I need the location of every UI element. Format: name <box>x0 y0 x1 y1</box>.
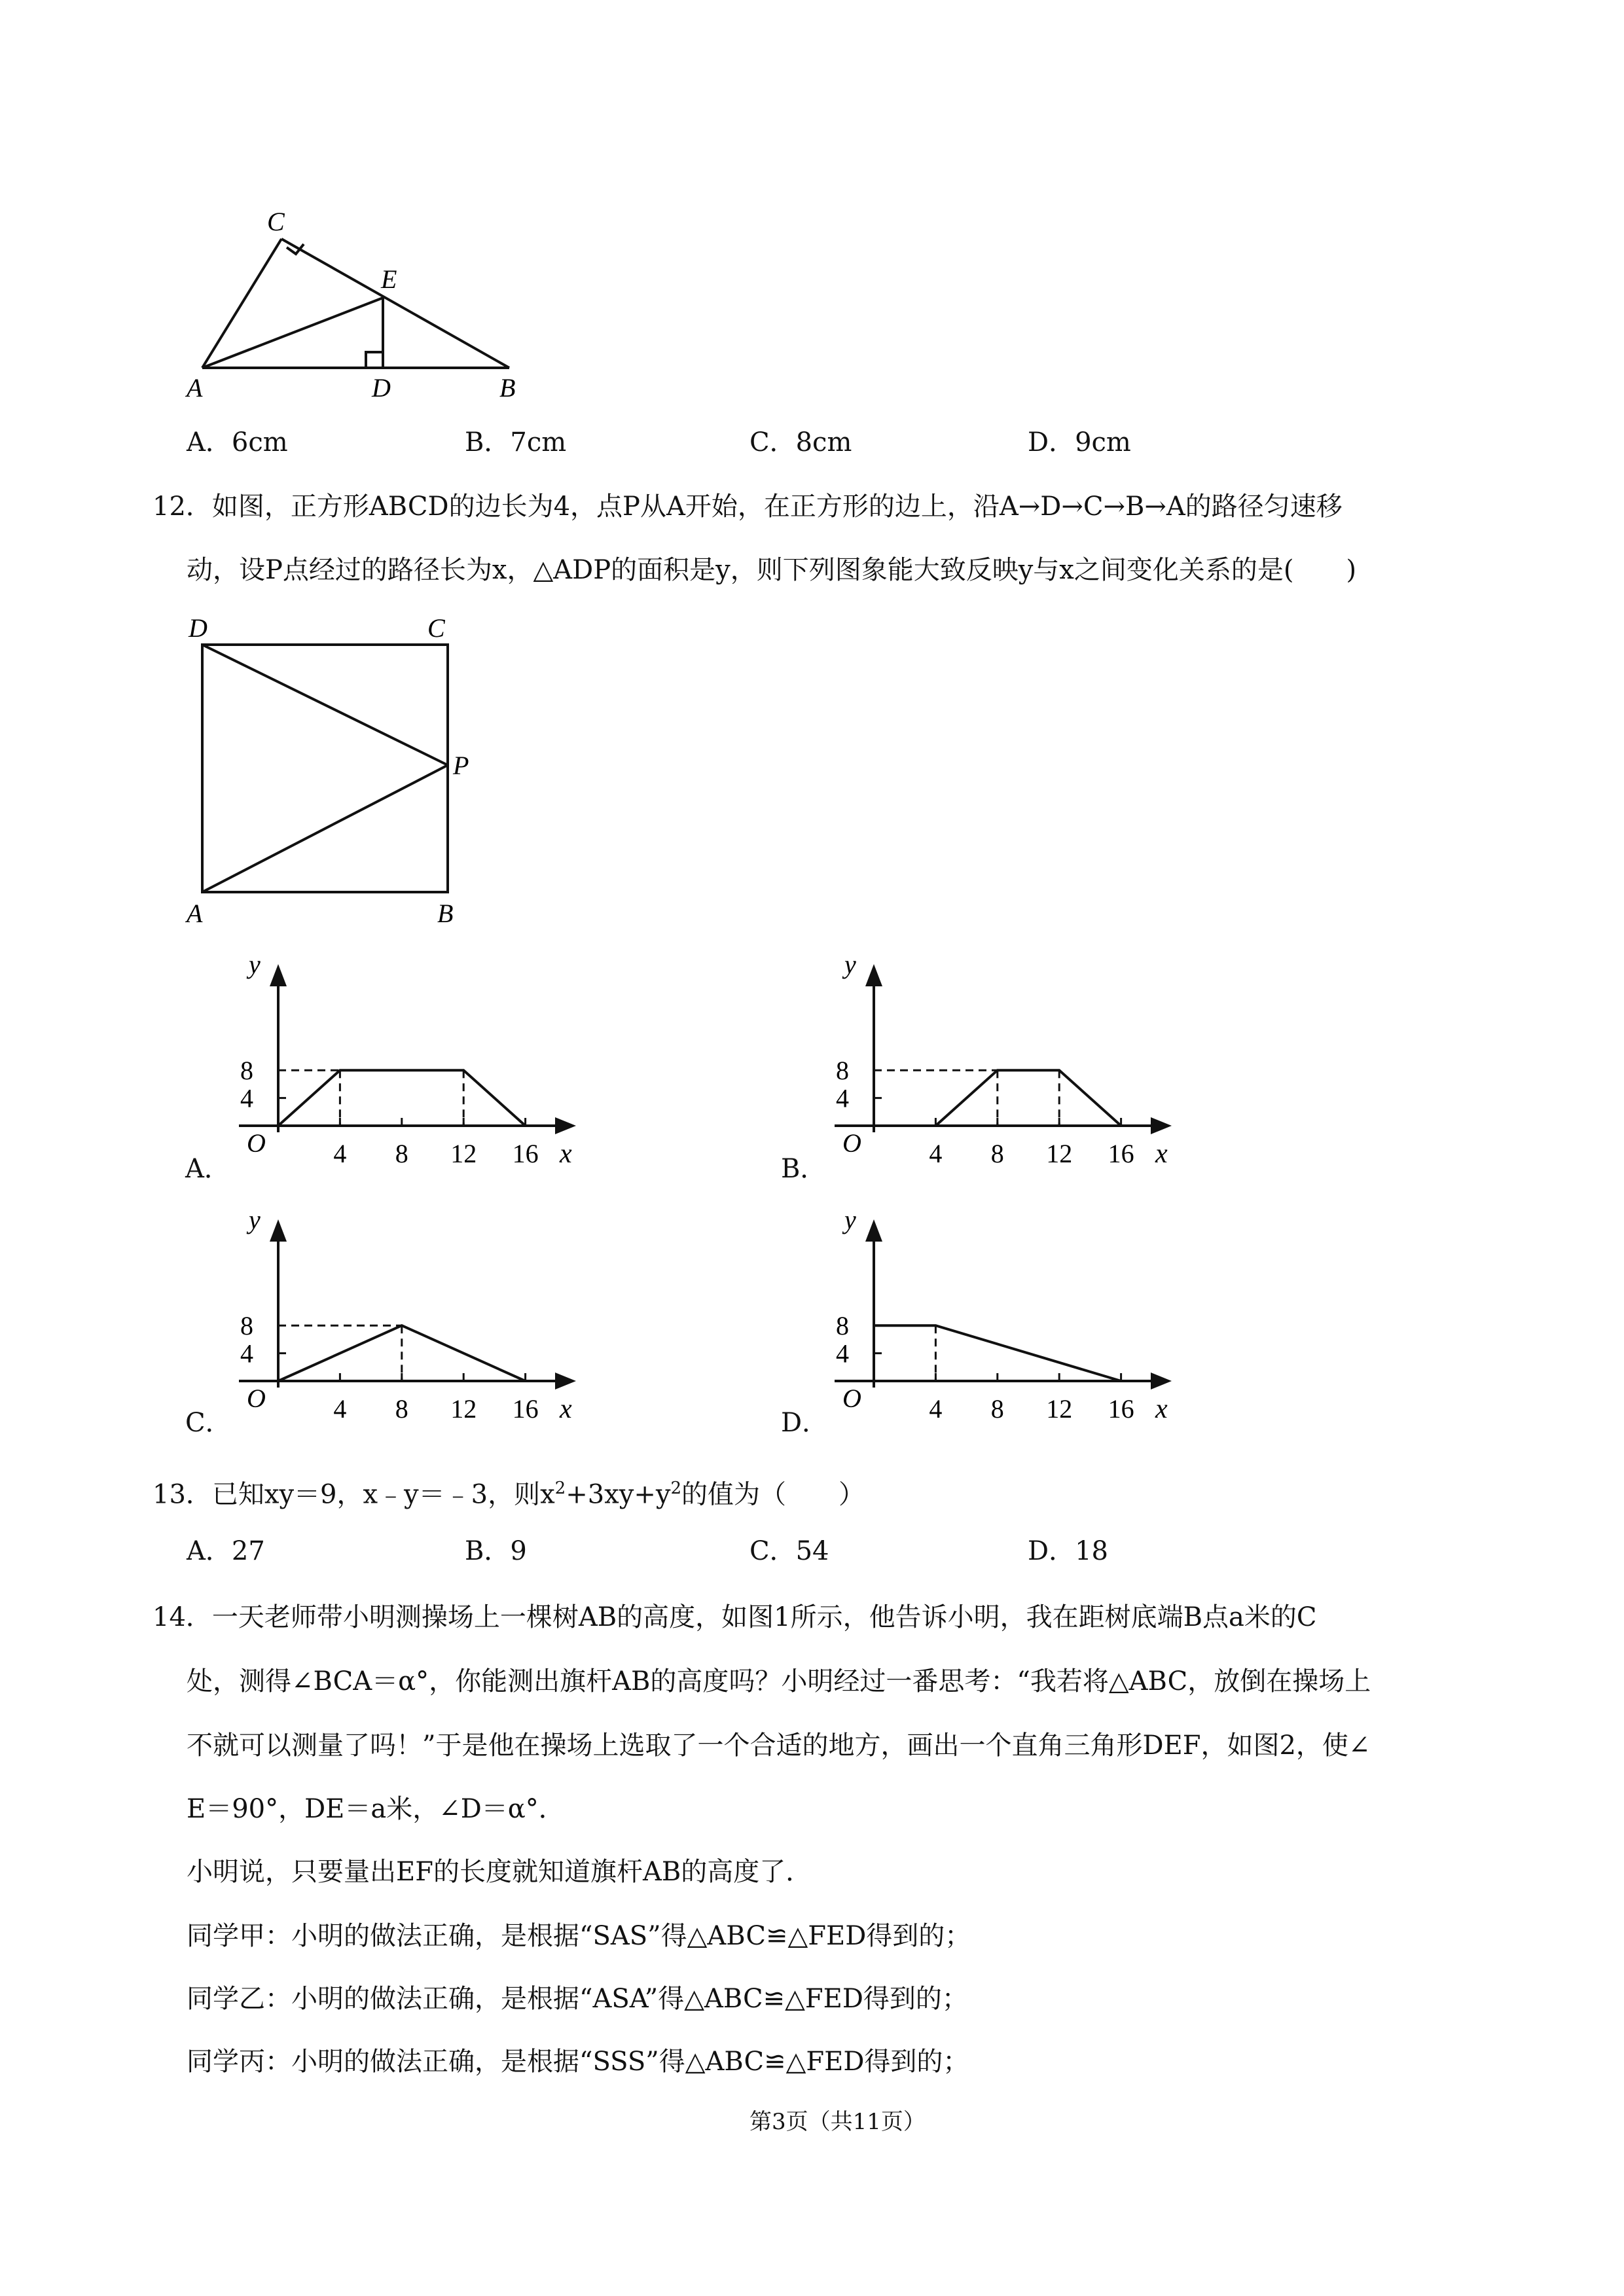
q12-option-b-letter: B． <box>781 1154 827 1184</box>
q14-line6: 同学甲：小明的做法正确，是根据“SAS”得△ABC≌△FED得到的； <box>187 1921 971 1951</box>
x-tick-label-8: 8 <box>990 1139 1004 1168</box>
q14-line3: 不就可以测量了吗！”于是他在操场上选取了一个合适的地方，画出一个直角三角形DEF，如图2，使∠ <box>187 1731 1371 1761</box>
x-tick-label-8: 8 <box>395 1394 408 1424</box>
q12-option-d-letter: D． <box>781 1408 829 1438</box>
q12-option-c-letter: C． <box>185 1408 232 1438</box>
y-axis-label: y <box>844 952 856 979</box>
q13-option-c: C．54 <box>749 1536 829 1566</box>
y-axis-arrow <box>270 964 287 986</box>
q14-line8: 同学丙：小明的做法正确，是根据“SSS”得△ABC≌△FED得到的； <box>187 2047 969 2077</box>
y-axis-label: y <box>844 1208 856 1234</box>
q12-square-figure <box>183 612 497 939</box>
x-tick-label-4: 4 <box>929 1139 943 1168</box>
q12-label-b: B <box>437 899 454 928</box>
q14-line5: 小明说，只要量出EF的长度就知道旗杆AB的高度了． <box>187 1857 812 1887</box>
y-tick-label-8: 8 <box>240 1311 253 1341</box>
q13-sup-1: 2 <box>554 1479 566 1498</box>
x-tick-label-16: 16 <box>512 1394 539 1424</box>
q12-label-p: P <box>453 751 469 780</box>
q12-label-a: A <box>187 899 203 928</box>
q13-option-b: B．9 <box>465 1536 527 1566</box>
q14-line4: E＝90°，DE＝a米，∠D＝α°． <box>187 1794 565 1824</box>
series-line <box>874 1325 1121 1381</box>
q13-text-prefix: 13．已知xy＝9，x﹣y＝﹣3，则x <box>153 1479 555 1510</box>
q11-option-d: D．9cm <box>1028 427 1131 457</box>
series-line <box>935 1070 1121 1126</box>
y-tick-label-4: 4 <box>240 1338 253 1369</box>
x-tick-label-4: 4 <box>333 1394 347 1424</box>
q12-text-line1: 12．如图，正方形ABCD的边长为4，点P从A开始，在正方形的边上，沿A→D→C→B→A的路径匀速移 <box>153 492 1343 522</box>
q12-label-c: C <box>427 613 445 643</box>
x-tick-label-8: 8 <box>990 1394 1004 1424</box>
q14-line2: 处，测得∠BCA＝α°，你能测出旗杆AB的高度吗？小明经过一番思考：“我若将△ABC，放倒在操场上 <box>187 1666 1371 1696</box>
series-line <box>278 1070 526 1126</box>
q11-option-a: A．6cm <box>187 427 288 457</box>
x-axis-arrow <box>1151 1117 1172 1134</box>
origin-label: O <box>842 1384 861 1413</box>
y-axis-arrow <box>865 964 882 986</box>
q11-label-b: B <box>499 373 516 403</box>
q13-text-mid: +3xy+y <box>566 1479 671 1510</box>
x-tick-label-16: 16 <box>512 1139 539 1168</box>
x-tick-label-4: 4 <box>929 1394 943 1424</box>
q13-sup-2: 2 <box>670 1479 681 1498</box>
x-tick-label-16: 16 <box>1108 1394 1134 1424</box>
y-axis-arrow <box>865 1219 882 1242</box>
x-axis-arrow <box>1151 1372 1172 1390</box>
q12-graph-b <box>818 952 1185 1191</box>
y-tick-label-4: 4 <box>836 1338 849 1369</box>
q13-text-suffix: 的值为（ ） <box>681 1479 865 1510</box>
q12-graph-c <box>223 1208 589 1446</box>
page-footer: 第3页（共11页） <box>749 2109 926 2135</box>
y-tick-label-8: 8 <box>240 1056 253 1086</box>
y-axis-arrow <box>270 1219 287 1242</box>
x-axis-arrow <box>555 1117 576 1134</box>
x-tick-label-12: 12 <box>1046 1139 1073 1168</box>
x-axis-label: x <box>560 1394 572 1424</box>
q12-graph-a <box>223 952 589 1191</box>
y-tick-label-4: 4 <box>240 1083 253 1113</box>
x-tick-label-12: 12 <box>450 1394 477 1424</box>
q12-label-d: D <box>189 613 208 643</box>
q13-option-d: D．18 <box>1028 1536 1108 1566</box>
y-axis-label: y <box>249 952 261 979</box>
x-tick-label-12: 12 <box>450 1139 477 1168</box>
q14-line7: 同学乙：小明的做法正确，是根据“ASA”得△ABC≌△FED得到的； <box>187 1984 968 2014</box>
q11-label-a: A <box>187 373 203 403</box>
q14-line1: 14．一天老师带小明测操场上一棵树AB的高度，如图1所示，他告诉小明，我在距树底端B点a米的C <box>153 1602 1317 1632</box>
q11-triangle-figure <box>183 196 550 406</box>
y-axis-label: y <box>249 1208 261 1234</box>
y-tick-label-8: 8 <box>836 1311 849 1341</box>
q13-question <box>153 1473 865 1510</box>
x-tick-label-16: 16 <box>1108 1139 1134 1168</box>
origin-label: O <box>842 1128 861 1158</box>
y-tick-label-8: 8 <box>836 1056 849 1086</box>
x-axis-label: x <box>560 1139 572 1169</box>
x-tick-label-4: 4 <box>333 1139 347 1168</box>
origin-label: O <box>247 1128 266 1158</box>
q11-label-d: D <box>372 373 391 403</box>
x-tick-label-12: 12 <box>1046 1394 1073 1424</box>
q11-label-c: C <box>267 207 285 236</box>
q12-graph-d <box>818 1208 1185 1446</box>
y-tick-label-4: 4 <box>836 1083 849 1113</box>
x-axis-arrow <box>555 1372 576 1390</box>
q11-option-c: C．8cm <box>749 427 852 457</box>
x-tick-label-8: 8 <box>395 1139 408 1168</box>
origin-label: O <box>247 1384 266 1413</box>
q11-label-e: E <box>381 264 397 294</box>
q12-option-a-letter: A． <box>185 1154 230 1184</box>
q13-option-a: A．27 <box>187 1536 265 1566</box>
q11-option-b: B．7cm <box>465 427 567 457</box>
x-axis-label: x <box>1155 1394 1168 1424</box>
q12-text-line2: 动，设P点经过的路径长为x，△ADP的面积是y，则下列图象能大致反映y与x之间变化关系的是( ) <box>187 555 1357 585</box>
x-axis-label: x <box>1155 1139 1168 1169</box>
